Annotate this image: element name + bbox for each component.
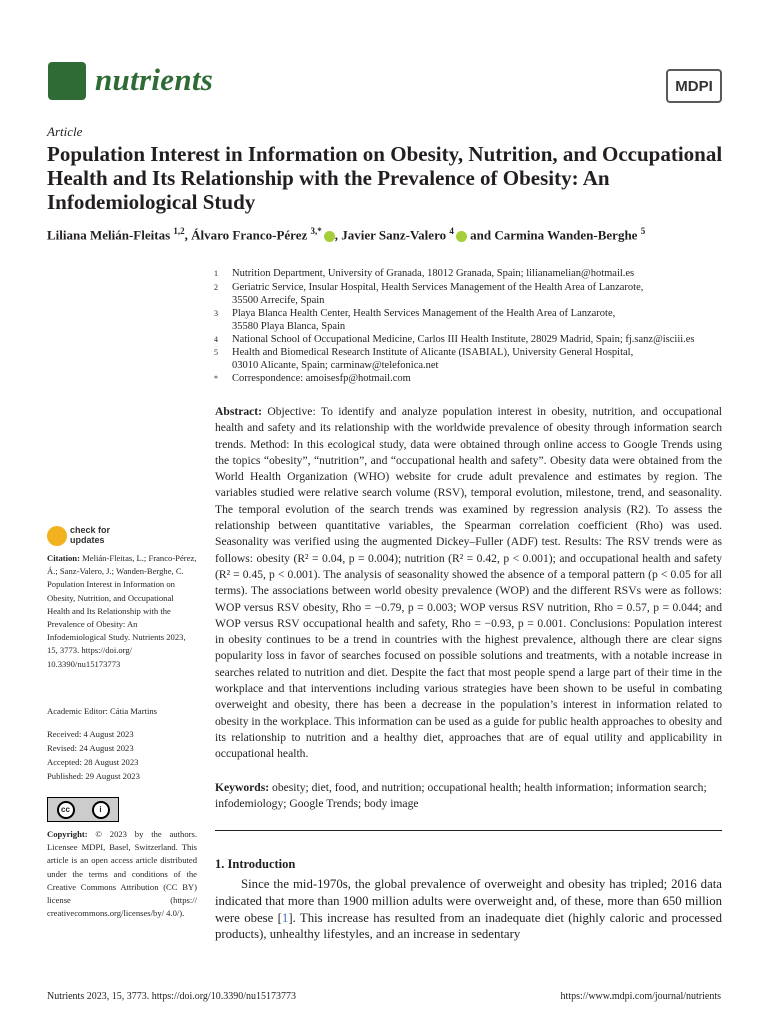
orcid-icon[interactable] xyxy=(456,231,467,242)
author-affiliation-mark: 3,* xyxy=(310,226,322,236)
check-for-updates-label[interactable]: check for updates xyxy=(70,525,111,545)
footer-citation: Nutrients 2023, 15, 3773. https://doi.org/10.3390/nu15173773 xyxy=(47,991,296,1002)
citation-text: Melián-Fleitas, L.; Franco-Pérez, Á.; Sanz-Valero, J.; Wanden-Berghe, C. Population Interest in Information on Obesity, Nutrition, and Occupational Health and Its Relationship with the Prevalence of Obesity: An Infodemiological Study. Nutrients 2023, 15, 3773. https://doi.org/ 10.3390/nu15173773 xyxy=(47,553,197,669)
copyright-label: Copyright: xyxy=(47,829,88,839)
check-for-updates-icon[interactable] xyxy=(47,526,67,546)
date-revised: Revised: 24 August 2023 xyxy=(47,743,134,753)
article-title: Population Interest in Information on Obesity, Nutrition, and Occupational Health and Its Relationship with the Prevalence of Obesity: An Infodemiological Study xyxy=(47,142,723,214)
author-list: Liliana Melián-Fleitas $^{1,2}$, Álvaro Franco-Pérez $^{3,*}$ , Javier Sanz-Valero $^4$ and Carmina Wanden-Berghe $^5$ xyxy=(47,226,646,243)
author-affiliation-mark: 5 xyxy=(640,226,646,236)
cc-by-license-icon[interactable] xyxy=(47,797,119,822)
article-type: Article xyxy=(47,124,83,139)
date-received: Received: 4 August 2023 xyxy=(47,729,134,739)
by-icon: i xyxy=(92,801,110,819)
author-name[interactable]: Álvaro Franco-Pérez xyxy=(191,227,308,243)
reference-link[interactable]: 1 xyxy=(281,910,289,925)
author-affiliation-mark: 1,2 xyxy=(173,226,185,236)
keywords-text: obesity; diet, food, and nutrition; occupational health; health information; information search; infodemiology; Google Trends; body image xyxy=(215,781,707,811)
section-divider xyxy=(215,830,722,831)
author-name[interactable]: Carmina Wanden-Berghe xyxy=(494,227,638,243)
section-heading: 1. Introduction xyxy=(215,857,296,871)
date-accepted: Accepted: 28 August 2023 xyxy=(47,757,139,767)
publisher-logo[interactable]: MDPI xyxy=(666,69,722,103)
author-separator: and xyxy=(470,227,492,243)
author-name[interactable]: Javier Sanz-Valero xyxy=(341,227,447,243)
keywords-label: Keywords: xyxy=(215,781,270,794)
copyright-text: © 2023 by the authors. Licensee MDPI, Basel, Switzerland. This article is an open access article distributed under the terms and conditions of the Creative Commons Attribution (CC BY) license (https:// creativecommons.org/licenses/by/ 4.0/). xyxy=(47,829,197,919)
journal-logo-icon xyxy=(48,62,86,100)
footer-journal-url[interactable]: https://www.mdpi.com/journal/nutrients xyxy=(560,991,721,1002)
author-affiliation-mark: 4 xyxy=(449,226,454,236)
date-published: Published: 29 August 2023 xyxy=(47,771,140,781)
cc-icon: cc xyxy=(57,801,75,819)
abstract-text: Objective: To identify and analyze population interest in obesity, nutrition, and occupational health and safety and its relationship with the worldwide prevalence of obesity through information search trends. Method: In this ecological study, data were obtained through online access to Google Trends using the topics “obesity”, “nutrition”, and “occupational health and safety”. Obesity data were obtained from the World Health Organization (WHO) website for crude adult prevalence and estimates by region. The variables studied were relative search volume (RSV), temporal evolution, milestone, trend, and seasonality. The temporal evolution of the search trends was examined by regression analysis (R2). To assess the relationship between quantitative variables, the Spearman correlation coefficient (Rho) was used. Seasonality was verified using the augmented Dickey–Fuller (ADF) test. Results: The RSV trends were as follows: obesity (R² = 0.04, p = 0.004); nutrition (R² = 0.42, p < 0.001); and occupational health and safety (R² = 0.45, p < 0.001). The analysis of seasonality showed the absence of a temporal pattern (p < 0.05 for all terms). The associations between world obesity prevalence (WOP) and the different RSVs were as follows: WOP versus RSV obesity, Rho = −0.79, p = 0.003; WOP versus RSV nutrition, Rho = 0.57, p = 0.044; and WOP versus RSV occupational health and safety, Rho = −0.93, p = 0.001. Conclusions: Population interest in obesity continues to be a trend in countries with the highest prevalence, although there are clear signs popularity loss in favor of searches focused on possible solutions and treatments, with a notable increase in searches related to nutrition and diet. Despite the fact that most people spend a large part of their time in the workplace and that interventions including various strategies have been shown to be useful in combating overweight and obesity, there has been a decrease in the population’s interest in information related to obesity in the workplace. This information can be used as a guide for public health approaches to obesity and its relationship to nutrition and a healthy diet, approaches that are of equal utility and applicability in occupational health. xyxy=(215,405,722,761)
keywords xyxy=(215,780,722,813)
academic-editor: Academic Editor: Cátia Martins xyxy=(47,706,158,716)
orcid-icon[interactable] xyxy=(324,231,335,242)
citation-label: Citation: xyxy=(47,553,80,563)
copyright xyxy=(47,828,197,920)
citation xyxy=(47,552,197,671)
abstract-label: Abstract: xyxy=(215,405,263,418)
author-name[interactable]: Liliana Melián-Fleitas xyxy=(47,227,171,243)
abstract xyxy=(215,404,722,763)
journal-name: nutrients xyxy=(95,62,214,97)
introduction-paragraph: Since the mid-1970s, the global prevalence of overweight and obesity has tripled; 2016 data indicated that more than 1900 million adults were overweight and, of these, more than 650 million were obese [1]. This increase has resulted from an inadequate diet (highly caloric and processed products), unhealthy lifestyles, and an increase in sedentary xyxy=(215,877,722,942)
